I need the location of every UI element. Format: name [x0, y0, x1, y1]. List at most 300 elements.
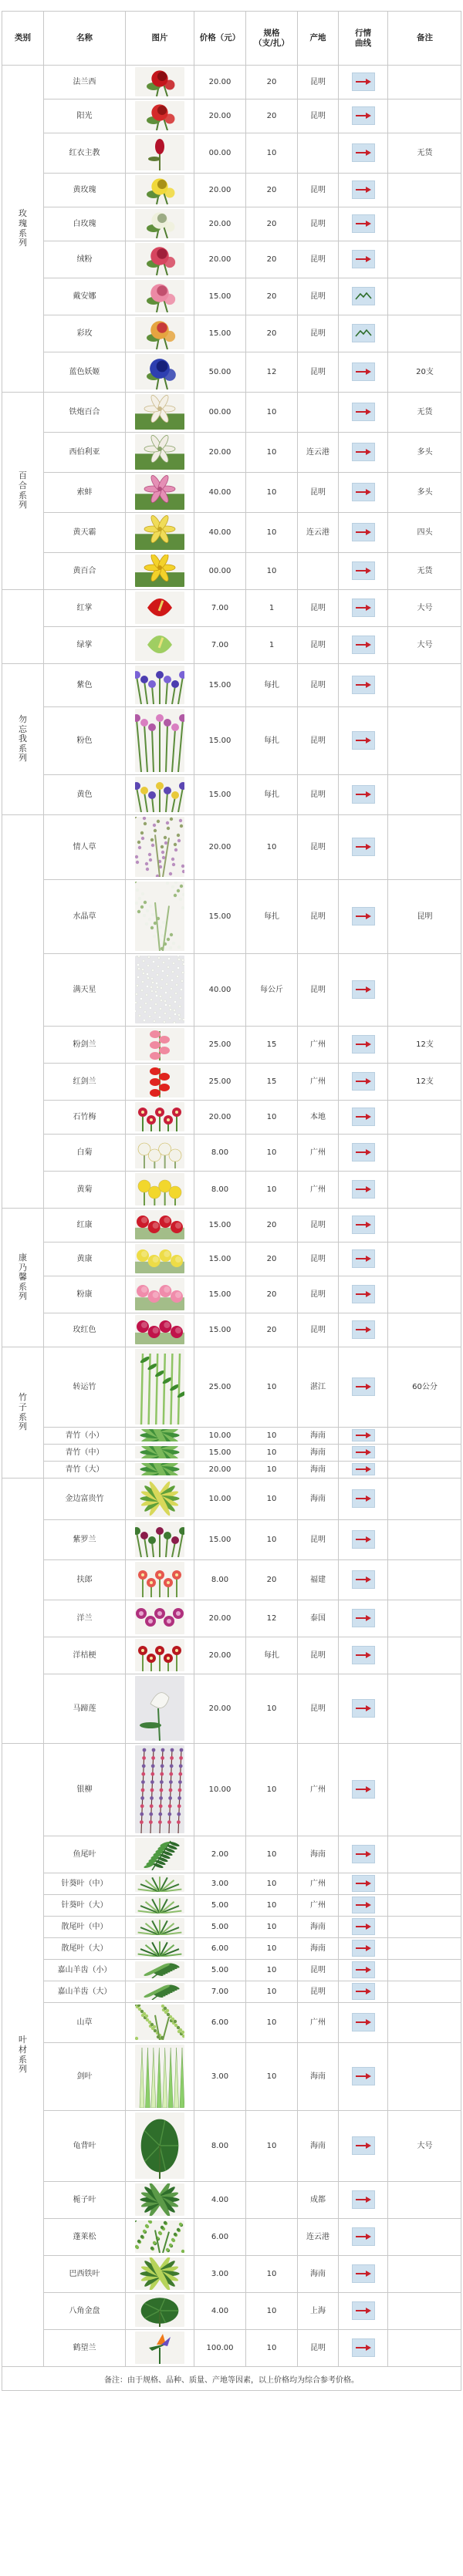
trend-arrow-icon[interactable]: [352, 1699, 375, 1718]
row-origin: 海南: [310, 1922, 326, 1931]
row-price: 5.00: [211, 1922, 229, 1931]
row-name: 转运竹: [73, 1382, 96, 1391]
row-origin: 昆明: [310, 77, 326, 86]
row-remark: [388, 1276, 461, 1313]
flower-photo: [135, 1961, 184, 1978]
row-price: 25.00: [208, 1040, 231, 1049]
row-price: 25.00: [208, 1077, 231, 1086]
row-remark: 昆明: [417, 912, 433, 921]
category-label: [2, 1479, 43, 1743]
trend-arrow-icon[interactable]: [352, 1845, 375, 1863]
row-origin: 昆明: [310, 2343, 326, 2352]
row-name: 粉剑兰: [73, 1040, 96, 1049]
row-price: 5.00: [211, 1900, 229, 1910]
row-remark: [388, 2256, 461, 2292]
trend-arrow-icon[interactable]: [352, 1180, 375, 1199]
trend-arrow-icon[interactable]: [352, 1377, 375, 1396]
row-origin: 广州: [310, 1077, 326, 1086]
row-remark: [388, 1836, 461, 1873]
header-trend: 行情 曲线: [355, 29, 371, 48]
trend-arrow-icon[interactable]: [352, 1609, 375, 1627]
row-origin: 昆明: [310, 912, 326, 921]
flower-photo: [135, 777, 184, 812]
flower-photo: [135, 67, 184, 96]
row-name: 金边富贵竹: [65, 1494, 104, 1503]
row-origin: 昆明: [310, 1987, 326, 1996]
flower-photo: [135, 817, 184, 877]
row-price: 15.00: [208, 329, 231, 338]
row-origin: 广州: [310, 1185, 326, 1194]
row-price: 40.00: [208, 528, 231, 537]
trend-arrow-icon[interactable]: [352, 1983, 375, 2000]
flower-photo: [135, 1102, 184, 1131]
row-name: 银柳: [76, 1785, 93, 1794]
flower-photo: [135, 1745, 184, 1833]
row-price: 6.00: [211, 2232, 229, 2241]
row-spec: 10: [266, 1785, 277, 1794]
row-price: 100.00: [206, 2343, 234, 2352]
flower-photo: [135, 1562, 184, 1597]
row-remark: [388, 1520, 461, 1559]
header-remark: 备注: [417, 33, 433, 43]
row-price: 15.00: [208, 680, 231, 690]
trend-arrow-icon[interactable]: [352, 250, 375, 268]
trend-arrow-icon[interactable]: [352, 523, 375, 541]
trend-arrow-icon[interactable]: [352, 106, 375, 125]
row-origin: 海南: [310, 1494, 326, 1503]
row-name: 粉色: [76, 736, 93, 745]
row-remark: [388, 1428, 461, 1444]
flower-photo: [135, 1173, 184, 1205]
row-spec: 20: [266, 219, 277, 228]
row-remark: [388, 1917, 461, 1937]
row-remark: 大号: [417, 640, 433, 649]
flower-photo: [135, 1639, 184, 1671]
row-spec: 10: [266, 447, 277, 457]
row-price: 15.00: [208, 1535, 231, 1544]
row-origin: 泰国: [310, 1613, 326, 1623]
category-label: 玫 瑰 系 列: [19, 208, 27, 248]
trend-arrow-icon[interactable]: [352, 2067, 375, 2085]
row-price: 3.00: [211, 1879, 229, 1888]
trend-arrow-icon[interactable]: [352, 1570, 375, 1589]
flower-photo: [135, 956, 184, 1023]
row-origin: 昆明: [310, 680, 326, 690]
row-name: 粉康: [76, 1290, 93, 1299]
trend-arrow-icon[interactable]: [352, 2136, 375, 2155]
row-price: 15.00: [208, 736, 231, 745]
row-price: 4.00: [211, 2195, 229, 2204]
row-spec: 10: [266, 1148, 277, 1157]
row-spec: 10: [266, 487, 277, 497]
row-origin: 昆明: [310, 1704, 326, 1713]
row-origin: 广州: [310, 1900, 326, 1910]
header-category: 类别: [15, 33, 31, 43]
row-spec: 10: [266, 1879, 277, 1888]
row-name: 鹤望兰: [73, 2343, 96, 2352]
row-remark: 大号: [417, 2141, 433, 2150]
row-remark: [388, 1479, 461, 1519]
row-origin: 昆明: [310, 185, 326, 194]
row-remark: [388, 1600, 461, 1637]
row-remark: [388, 1445, 461, 1461]
trend-arrow-icon[interactable]: [352, 731, 375, 750]
row-spec: 每扎: [264, 1650, 279, 1660]
row-name: 山草: [76, 2018, 93, 2027]
row-origin: [298, 393, 338, 432]
row-spec: 10: [266, 1494, 277, 1503]
row-remark: [388, 1744, 461, 1836]
row-name: 石竹梅: [73, 1112, 96, 1121]
row-name: 彩玫: [76, 329, 93, 338]
row-origin: 昆明: [310, 1220, 326, 1229]
trend-arrow-icon[interactable]: [352, 1961, 375, 1978]
row-spec: 15: [266, 1040, 277, 1049]
row-spec: 每扎: [264, 790, 279, 799]
trend-arrow-icon[interactable]: [352, 838, 375, 856]
row-remark: [388, 66, 461, 99]
row-spec: 10: [266, 1987, 277, 1996]
row-remark: [388, 1895, 461, 1916]
row-origin: 湛江: [310, 1382, 326, 1391]
trend-arrow-icon[interactable]: [352, 143, 375, 162]
row-name: 黄色: [76, 790, 93, 799]
flower-photo: [135, 1136, 184, 1168]
trend-arrow-icon[interactable]: [352, 1940, 375, 1957]
trend-arrow-icon[interactable]: [352, 1646, 375, 1664]
row-spec: 10: [266, 1535, 277, 1544]
row-remark: [388, 1674, 461, 1743]
row-spec: 10: [266, 1965, 277, 1974]
row-origin: 昆明: [310, 1254, 326, 1263]
row-price: 40.00: [208, 487, 231, 497]
row-remark: [388, 1560, 461, 1600]
trend-arrow-icon[interactable]: [352, 214, 375, 233]
row-name: 黄百合: [73, 566, 96, 575]
footer-note: 备注：由于规格、品种、质量、产地等因素，以上价格均为综合参考价格。: [104, 2375, 359, 2385]
row-spec: 12: [266, 1613, 277, 1623]
flower-photo: [135, 1940, 184, 1957]
flower-photo: [135, 592, 184, 624]
row-price: 15.00: [208, 1290, 231, 1299]
row-origin: 昆明: [310, 111, 326, 120]
row-name: 洋兰: [76, 1613, 93, 1623]
flower-photo: [135, 1875, 184, 1892]
row-remark: 多头: [417, 487, 433, 497]
row-name: 巴西铁叶: [69, 2269, 100, 2278]
row-remark: 无货: [417, 566, 433, 575]
row-name: 剑叶: [76, 2072, 93, 2081]
row-name: 青竹（中）: [65, 1448, 104, 1457]
trend-arrow-icon[interactable]: [352, 1035, 375, 1054]
row-origin: 昆明: [310, 329, 326, 338]
row-remark: 多头: [417, 447, 433, 457]
row-remark: [388, 707, 461, 774]
trend-arrow-icon[interactable]: [352, 636, 375, 654]
row-name: 鱼尾叶: [73, 1849, 96, 1859]
row-origin: 昆明: [310, 219, 326, 228]
trend-chart-icon[interactable]: [352, 324, 375, 342]
row-price: 50.00: [208, 367, 231, 376]
row-origin: [298, 553, 338, 589]
row-name: 蓝色妖姬: [69, 367, 100, 376]
flower-photo: [135, 434, 184, 470]
row-remark: [388, 1960, 461, 1981]
row-origin: 昆明: [310, 736, 326, 745]
row-price: 8.00: [211, 1148, 229, 1157]
trend-arrow-icon[interactable]: [352, 1918, 375, 1935]
row-name: 白菊: [76, 1148, 93, 1157]
row-name: 紫色: [76, 680, 93, 690]
row-price: 10.00: [208, 1785, 231, 1794]
row-origin: 连云港: [306, 2232, 330, 2241]
row-spec: 10: [266, 148, 277, 157]
trend-arrow-icon[interactable]: [352, 1489, 375, 1508]
flower-photo: [135, 882, 184, 951]
row-origin: 海南: [310, 1849, 326, 1859]
row-name: 红剑兰: [73, 1077, 96, 1086]
row-price: 15.00: [208, 1448, 231, 1457]
row-price: 15.00: [208, 790, 231, 799]
trend-arrow-icon[interactable]: [352, 1429, 375, 1441]
trend-arrow-icon[interactable]: [352, 180, 375, 199]
trend-arrow-icon[interactable]: [352, 1897, 375, 1913]
row-name: 索蚌: [76, 487, 93, 497]
row-spec: 10: [266, 1849, 277, 1859]
row-name: 法兰西: [73, 77, 96, 86]
row-name: 散尾叶（大）: [61, 1944, 108, 1953]
row-spec: 20: [266, 77, 277, 86]
row-remark: 20支: [416, 367, 434, 376]
trend-arrow-icon[interactable]: [352, 907, 375, 926]
flower-photo: [135, 1244, 184, 1273]
row-remark: [388, 1135, 461, 1171]
row-spec: 10: [266, 2141, 277, 2150]
row-spec: [246, 2219, 297, 2255]
row-origin: 本地: [310, 1112, 326, 1121]
row-price: 20.00: [208, 1650, 231, 1660]
row-spec: 10: [266, 1465, 277, 1474]
row-spec: 20: [266, 1325, 277, 1334]
trend-arrow-icon[interactable]: [352, 598, 375, 617]
header-name: 名称: [76, 33, 93, 43]
category-label: 康 乃 馨 系 列: [19, 1252, 27, 1302]
row-name: 绒粉: [76, 255, 93, 264]
trend-arrow-icon[interactable]: [352, 2301, 375, 2320]
row-price: 15.00: [208, 292, 231, 301]
row-remark: [388, 1938, 461, 1959]
row-name: 紫罗兰: [73, 1535, 96, 1544]
row-remark: [388, 1101, 461, 1134]
row-origin: 海南: [310, 2269, 326, 2278]
row-price: 20.00: [208, 1613, 231, 1623]
row-price: 10.00: [208, 1494, 231, 1503]
flower-photo: [135, 2004, 184, 2040]
row-remark: [388, 1981, 461, 2002]
row-name: 扶郎: [76, 1575, 93, 1584]
trend-arrow-icon[interactable]: [352, 1463, 375, 1475]
row-name: 红衣主教: [69, 148, 100, 157]
row-spec: 20: [266, 111, 277, 120]
row-name: 蓬莱松: [73, 2232, 96, 2241]
row-origin: 昆明: [310, 1535, 326, 1544]
row-remark: [388, 241, 461, 278]
row-origin: 昆明: [310, 1650, 326, 1660]
trend-arrow-icon[interactable]: [352, 2013, 375, 2031]
trend-arrow-icon[interactable]: [352, 1446, 375, 1458]
flower-photo: [135, 1676, 184, 1741]
row-spec: [246, 2182, 297, 2218]
row-remark: [388, 1209, 461, 1242]
row-name: 八角金盘: [69, 2306, 100, 2315]
row-origin: 昆明: [310, 255, 326, 264]
row-spec: 10: [266, 528, 277, 537]
row-origin: 福建: [310, 1575, 326, 1584]
row-spec: 10: [266, 1431, 277, 1440]
header-spec: 规格 （支/扎）: [254, 29, 289, 48]
row-name: 阳光: [76, 111, 93, 120]
trend-arrow-icon[interactable]: [352, 1875, 375, 1892]
row-origin: 海南: [310, 1465, 326, 1474]
row-remark: [388, 315, 461, 352]
row-spec: 10: [266, 2072, 277, 2081]
row-price: 2.00: [211, 1849, 229, 1859]
row-remark: [388, 1873, 461, 1894]
row-remark: [388, 1242, 461, 1276]
trend-arrow-icon[interactable]: [352, 785, 375, 804]
trend-arrow-icon[interactable]: [352, 72, 375, 91]
row-origin: 昆明: [310, 1290, 326, 1299]
trend-arrow-icon[interactable]: [352, 1780, 375, 1799]
trend-arrow-icon[interactable]: [352, 2264, 375, 2283]
flower-photo: [135, 514, 184, 550]
row-spec: 10: [266, 842, 277, 851]
flower-photo: [135, 2257, 184, 2290]
flower-photo: [135, 135, 184, 170]
row-price: 8.00: [211, 2141, 229, 2150]
row-origin: 昆明: [310, 790, 326, 799]
trend-arrow-icon[interactable]: [352, 2338, 375, 2357]
row-remark: [388, 1313, 461, 1347]
row-origin: 昆明: [310, 1325, 326, 1334]
trend-arrow-icon[interactable]: [352, 561, 375, 580]
trend-arrow-icon[interactable]: [352, 1072, 375, 1091]
row-name: 黄玫瑰: [73, 185, 96, 194]
row-name: 针葵叶（中）: [61, 1879, 108, 1888]
trend-arrow-icon[interactable]: [352, 1320, 375, 1339]
trend-arrow-icon[interactable]: [352, 1249, 375, 1268]
flower-photo: [135, 629, 184, 661]
trend-arrow-icon[interactable]: [352, 403, 375, 421]
trend-arrow-icon[interactable]: [352, 980, 375, 999]
flower-photo: [135, 2220, 184, 2253]
row-spec: 10: [266, 1922, 277, 1931]
row-origin: 广州: [310, 1148, 326, 1157]
row-name: 青竹（小）: [65, 1431, 104, 1440]
category-label: [2, 815, 43, 1208]
row-remark: [388, 775, 461, 814]
flower-photo: [135, 1983, 184, 2000]
row-origin: 连云港: [306, 447, 330, 457]
trend-arrow-icon[interactable]: [352, 1285, 375, 1303]
row-spec: 10: [266, 2018, 277, 2027]
row-price: 3.00: [211, 2269, 229, 2278]
row-name: 黄康: [76, 1254, 93, 1263]
row-spec: 20: [266, 292, 277, 301]
row-remark: [388, 2219, 461, 2255]
row-name: 红康: [76, 1220, 93, 1229]
row-remark: [388, 954, 461, 1026]
row-name: 栀子叶: [73, 2195, 96, 2204]
row-spec: 20: [266, 185, 277, 194]
trend-arrow-icon[interactable]: [352, 2190, 375, 2209]
trend-arrow-icon[interactable]: [352, 483, 375, 501]
trend-chart-icon[interactable]: [352, 287, 375, 305]
row-origin: 昆明: [310, 1965, 326, 1974]
row-name: 龟背叶: [73, 2141, 96, 2150]
row-remark: [388, 207, 461, 241]
row-remark: [388, 664, 461, 706]
trend-arrow-icon[interactable]: [352, 1530, 375, 1549]
row-origin: 广州: [310, 1785, 326, 1794]
row-price: 4.00: [211, 2306, 229, 2315]
row-price: 00.00: [208, 407, 231, 416]
trend-arrow-icon[interactable]: [352, 362, 375, 381]
row-name: 戴安娜: [73, 292, 96, 301]
row-spec: 10: [266, 2343, 277, 2352]
row-origin: 广州: [310, 1040, 326, 1049]
flower-photo: [135, 243, 184, 275]
flower-photo: [135, 1480, 184, 1517]
trend-arrow-icon[interactable]: [352, 2227, 375, 2246]
flower-photo: [135, 709, 184, 772]
row-price: 20.00: [208, 1465, 231, 1474]
trend-arrow-icon[interactable]: [352, 1216, 375, 1234]
row-spec: 20: [266, 1254, 277, 1263]
row-spec: 12: [266, 367, 277, 376]
header-price: 价格（元）: [199, 33, 241, 43]
flower-photo: [135, 1210, 184, 1239]
trend-arrow-icon[interactable]: [352, 1143, 375, 1162]
row-price: 20.00: [208, 447, 231, 457]
row-spec: 10: [266, 2306, 277, 2315]
trend-arrow-icon[interactable]: [352, 676, 375, 694]
trend-arrow-icon[interactable]: [352, 443, 375, 461]
row-remark: 12支: [416, 1040, 434, 1049]
row-origin: 海南: [310, 1448, 326, 1457]
row-remark: 四头: [417, 528, 433, 537]
flower-photo: [135, 1065, 184, 1097]
row-origin: 海南: [310, 1431, 326, 1440]
flower-photo: [135, 1522, 184, 1557]
row-origin: 广州: [310, 1879, 326, 1888]
row-remark: [388, 2043, 461, 2110]
trend-arrow-icon[interactable]: [352, 1108, 375, 1126]
row-spec: 每扎: [264, 736, 279, 745]
row-remark: 无货: [417, 148, 433, 157]
row-origin: 昆明: [310, 487, 326, 497]
row-origin: 昆明: [310, 367, 326, 376]
flower-photo: [135, 1602, 184, 1634]
row-origin: 广州: [310, 2018, 326, 2027]
category-label: 百 合 系 列: [19, 470, 27, 511]
row-remark: [388, 2182, 461, 2218]
row-spec: 每扎: [264, 912, 279, 921]
header-picture: 图片: [151, 33, 168, 43]
row-remark: [388, 1637, 461, 1674]
row-spec: 10: [266, 1112, 277, 1121]
row-name: 嘉山羊齿（大）: [57, 1987, 112, 1996]
